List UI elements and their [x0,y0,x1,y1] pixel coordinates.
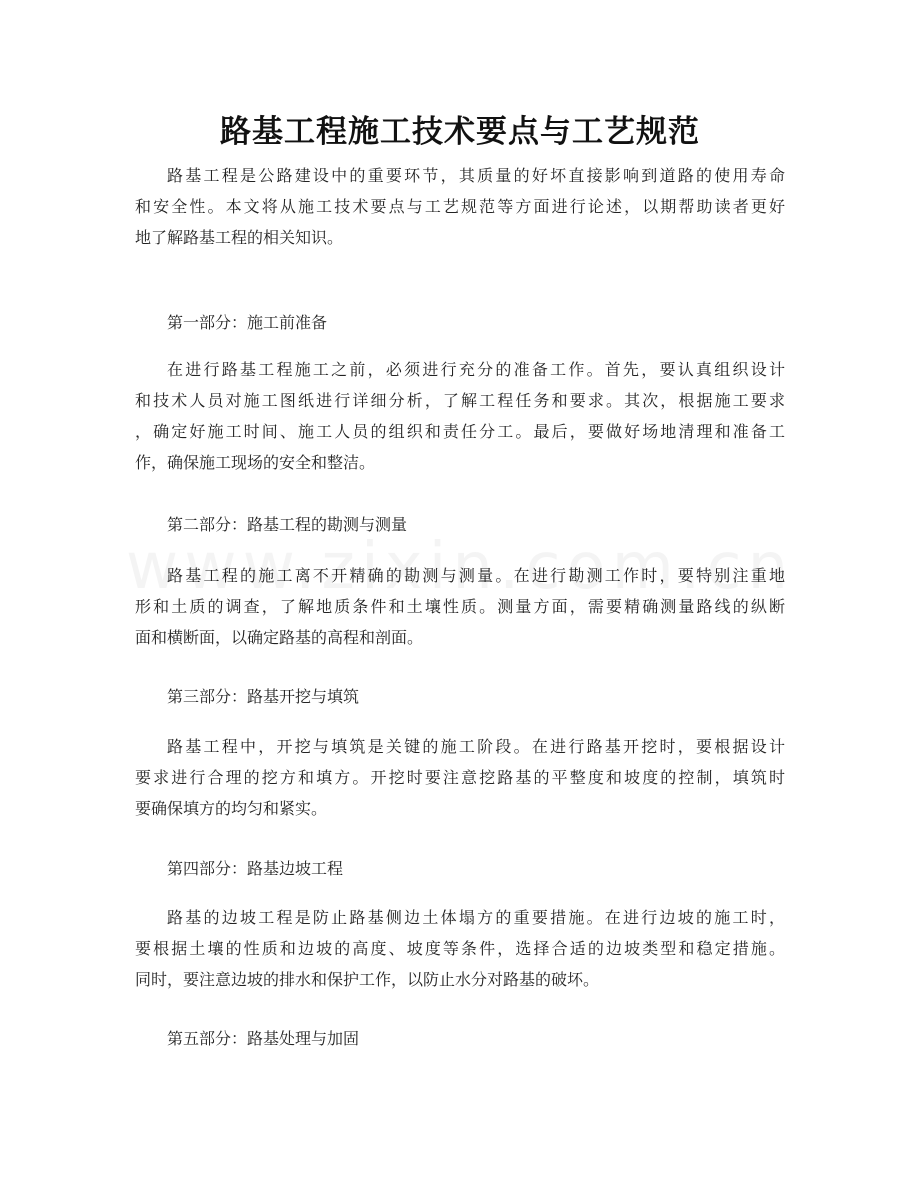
text-line: 地了解路基工程的相关知识。 [135,228,344,247]
section-heading-5 [135,1023,785,1054]
text-line: 形和土质的调查，了解地质条件和土壤性质。测量方面，需要精确测量路线的纵断 [135,597,785,616]
text-line: 作，确保施工现场的安全和整洁。 [135,453,376,472]
heading-text: 第四部分：路基边坡工程 [167,859,344,878]
section-heading-4 [135,853,785,884]
text-line: ，确定好施工时间、施工人员的组织和责任分工。最后，要做好场地清理和准备工 [135,422,785,441]
heading-text: 第三部分：路基开挖与填筑 [167,687,360,706]
text-line: 路基工程中，开挖与填筑是关键的施工阶段。在进行路基开挖时，要根据设计 [167,737,785,756]
heading-text: 第二部分：路基工程的勘测与测量 [167,515,408,534]
body-paragraph [135,560,785,653]
heading-text: 第五部分：路基处理与加固 [167,1029,360,1048]
text-line: 要确保填方的均匀和紧实。 [135,799,328,818]
intro-paragraph [135,160,785,253]
text-line: 和技术人员对施工图纸进行详细分析，了解工程任务和要求。其次，根据施工要求 [135,391,785,410]
text-line: 路基的边坡工程是防止路基侧边土体塌方的重要措施。在进行边坡的施工时， [167,908,785,927]
text-line: 面和横断面，以确定路基的高程和剖面。 [135,628,424,647]
body-paragraph [135,902,785,995]
body-paragraph [135,354,785,478]
body-paragraph [135,731,785,824]
section-heading-1 [135,307,785,338]
text-line: 路基工程是公路建设中的重要环节，其质量的好坏直接影响到道路的使用寿命 [167,166,785,185]
text-line: 要根据土壤的性质和边坡的高度、坡度等条件，选择合适的边坡类型和稳定措施。 [135,939,785,958]
text-line: 在进行路基工程施工之前，必须进行充分的准备工作。首先，要认真组织设计 [167,360,785,379]
heading-text: 第一部分：施工前准备 [167,313,328,332]
text-line: 要求进行合理的挖方和填方。开挖时要注意挖路基的平整度和坡度的控制，填筑时 [135,768,785,787]
section-heading-2 [135,509,785,540]
text-line: 同时，要注意边坡的排水和保护工作，以防止水分对路基的破坏。 [135,970,600,989]
text-line: 和安全性。本文将从施工技术要点与工艺规范等方面进行论述，以期帮助读者更好 [135,197,785,216]
section-heading-3 [135,681,785,712]
text-line: 路基工程的施工离不开精确的勘测与测量。在进行勘测工作时，要特别注重地 [167,566,785,585]
document-title: 路基工程施工技术要点与工艺规范 [220,114,700,150]
